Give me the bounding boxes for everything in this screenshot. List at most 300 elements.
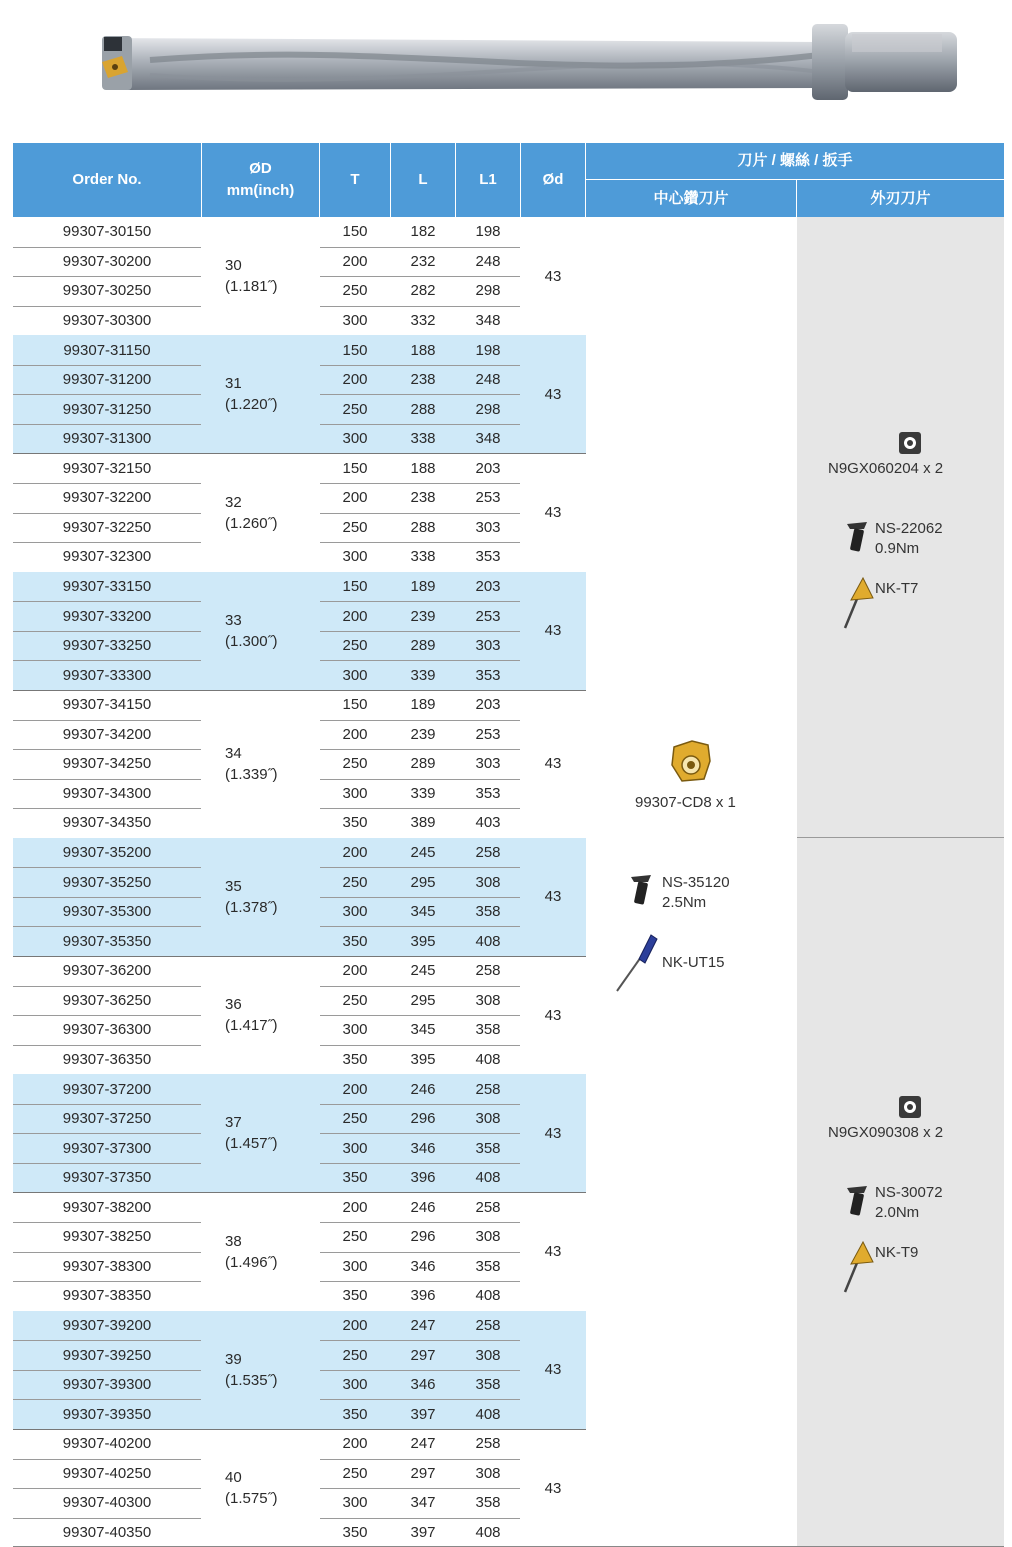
od-cell — [225, 743, 278, 785]
order-no-cell: 99307-39350 — [62, 1405, 152, 1423]
l-cell: 188 — [410, 341, 436, 359]
outer-top-screw-label: NS-22062 — [875, 520, 943, 537]
l-cell: 346 — [410, 1376, 436, 1394]
order-no-cell: 99307-36350 — [62, 1050, 152, 1068]
t-cell: 350 — [342, 1523, 368, 1541]
table-row — [13, 1488, 586, 1518]
table-row — [13, 926, 586, 956]
od-cell — [225, 610, 278, 652]
order-no-cell: 99307-35300 — [62, 903, 152, 921]
l1-cell: 408 — [475, 1523, 501, 1541]
od-mm: 30 — [225, 257, 242, 275]
t-cell: 300 — [342, 1021, 368, 1039]
table-row — [13, 956, 586, 986]
l1-cell: 258 — [475, 1435, 501, 1453]
od-mm: 40 — [225, 1469, 242, 1487]
header-od — [202, 143, 319, 217]
t-cell: 200 — [342, 1316, 368, 1334]
l-cell: 295 — [410, 991, 436, 1009]
l-cell: 297 — [410, 1346, 436, 1364]
d-cell: 43 — [544, 267, 562, 285]
t-cell: 150 — [342, 577, 368, 595]
l-cell: 238 — [410, 489, 436, 507]
table-row — [13, 1429, 586, 1459]
l1-cell: 303 — [475, 755, 501, 773]
outer-bottom-key-label: NK-T9 — [875, 1244, 919, 1261]
l1-cell: 353 — [475, 784, 501, 802]
order-no-cell: 99307-30150 — [62, 223, 152, 241]
od-inch: (1.417˝) — [225, 1017, 278, 1035]
square-insert-icon — [897, 1094, 923, 1120]
l-cell: 345 — [410, 1021, 436, 1039]
od-inch: (1.220˝) — [225, 396, 278, 414]
order-no-cell: 99307-40300 — [62, 1494, 152, 1512]
t-cell: 200 — [342, 844, 368, 862]
l-cell: 247 — [410, 1316, 436, 1334]
table-row — [13, 1222, 586, 1252]
l1-cell: 353 — [475, 548, 501, 566]
table-row — [13, 749, 586, 779]
t-cell: 150 — [342, 341, 368, 359]
d-cell: 43 — [544, 385, 562, 403]
l1-cell: 353 — [475, 666, 501, 684]
table-row — [13, 808, 586, 838]
t-cell: 300 — [342, 1139, 368, 1157]
l-cell: 245 — [410, 962, 436, 980]
order-no-cell: 99307-39200 — [62, 1316, 152, 1334]
l-cell: 189 — [410, 577, 436, 595]
t-cell: 200 — [342, 1435, 368, 1453]
od-inch: (1.457˝) — [225, 1135, 278, 1153]
order-no-cell: 99307-30300 — [62, 311, 152, 329]
l-cell: 339 — [410, 666, 436, 684]
od-cell — [225, 1349, 278, 1391]
d-cell: 43 — [544, 622, 562, 640]
od-inch: (1.181˝) — [225, 278, 278, 296]
order-no-cell: 99307-34300 — [62, 784, 152, 802]
order-no-cell: 99307-31150 — [63, 341, 151, 359]
table-row — [13, 394, 586, 424]
t-cell: 250 — [342, 400, 368, 418]
order-no-cell: 99307-36250 — [62, 991, 152, 1009]
l-cell: 297 — [410, 1464, 436, 1482]
header-center-insert: 中心鑽刀片 — [586, 180, 796, 217]
drill-insert-icon — [668, 739, 714, 785]
outer-bottom-insert-label: N9GX090308 x 2 — [828, 1124, 944, 1141]
table-row — [13, 1252, 586, 1282]
od-mm: 35 — [225, 877, 242, 895]
t-cell: 200 — [342, 489, 368, 507]
t-cell: 200 — [342, 607, 368, 625]
table-row — [13, 1399, 586, 1429]
order-no-cell: 99307-38200 — [62, 1198, 152, 1216]
order-no-cell: 99307-37350 — [62, 1169, 152, 1187]
table-row — [13, 690, 586, 720]
l-cell: 396 — [410, 1287, 436, 1305]
od-cell — [225, 876, 278, 918]
l1-cell: 358 — [475, 1376, 501, 1394]
t-cell: 200 — [342, 252, 368, 270]
l-cell: 295 — [410, 873, 436, 891]
header-od-unit: mm(inch) — [226, 182, 295, 199]
d-cell: 43 — [544, 888, 562, 906]
od-cell — [225, 1467, 278, 1509]
t-cell: 250 — [342, 1346, 368, 1364]
table-row — [13, 424, 586, 454]
l-cell: 346 — [410, 1139, 436, 1157]
t-cell: 300 — [342, 548, 368, 566]
table-row — [13, 867, 586, 897]
order-no-cell: 99307-39250 — [62, 1346, 152, 1364]
order-no-cell: 99307-39300 — [62, 1376, 152, 1394]
od-cell — [225, 492, 278, 534]
table-row — [13, 1045, 586, 1075]
order-no-cell: 99307-34350 — [62, 814, 152, 832]
l-cell: 339 — [410, 784, 436, 802]
header-inserts: 刀片 / 螺絲 / 扳手 — [586, 143, 1004, 179]
table-row — [13, 1015, 586, 1045]
t-cell: 250 — [342, 1110, 368, 1128]
d-cell: 43 — [544, 1361, 562, 1379]
l1-cell: 203 — [475, 577, 501, 595]
order-no-cell: 99307-34150 — [62, 696, 152, 714]
l1-cell: 308 — [475, 1228, 501, 1246]
header-order-no: Order No. — [13, 143, 201, 217]
l-cell: 395 — [410, 932, 436, 950]
l-cell: 247 — [410, 1435, 436, 1453]
l1-cell: 298 — [475, 400, 501, 418]
center-screw-label: NS-35120 — [662, 874, 730, 891]
l1-cell: 408 — [475, 1050, 501, 1068]
outer-top-insert-label: N9GX060204 x 2 — [828, 460, 944, 477]
center-driver-label: NK-UT15 — [662, 954, 725, 971]
t-cell: 250 — [342, 991, 368, 1009]
order-no-cell: 99307-32150 — [62, 459, 152, 477]
table-row — [13, 1370, 586, 1400]
l-cell: 245 — [410, 844, 436, 862]
table-row — [13, 276, 586, 306]
od-cell — [225, 255, 278, 297]
t-cell: 350 — [342, 1050, 368, 1068]
order-no-cell: 99307-36300 — [62, 1021, 152, 1039]
order-no-cell: 99307-32200 — [62, 489, 152, 507]
t-cell: 250 — [342, 518, 368, 536]
l-cell: 347 — [410, 1494, 436, 1512]
order-no-cell: 99307-34200 — [62, 725, 152, 743]
table-row — [13, 483, 586, 513]
l1-cell: 298 — [475, 282, 501, 300]
table-row — [13, 660, 586, 690]
order-no-cell: 99307-38350 — [62, 1287, 152, 1305]
l-cell: 246 — [410, 1198, 436, 1216]
t-cell: 250 — [342, 873, 368, 891]
od-mm: 36 — [225, 996, 242, 1014]
l-cell: 396 — [410, 1169, 436, 1187]
table-row — [13, 247, 586, 277]
order-no-cell: 99307-40250 — [62, 1464, 152, 1482]
outer-top-torque-label: 0.9Nm — [875, 540, 920, 557]
l1-cell: 408 — [475, 932, 501, 950]
center-torque-label: 2.5Nm — [662, 894, 707, 911]
table-row — [13, 1163, 586, 1193]
l-cell: 332 — [410, 311, 436, 329]
order-no-cell: 99307-37250 — [62, 1110, 152, 1128]
table-row — [13, 1133, 586, 1163]
l1-cell: 358 — [475, 1021, 501, 1039]
t-cell: 300 — [342, 430, 368, 448]
l-cell: 345 — [410, 903, 436, 921]
l-cell: 346 — [410, 1257, 436, 1275]
order-no-cell: 99307-36200 — [62, 962, 152, 980]
order-no-cell: 99307-33300 — [62, 666, 152, 684]
t-cell: 150 — [342, 459, 368, 477]
screw-icon — [845, 1184, 871, 1218]
header-l: L — [391, 143, 455, 217]
table-row — [13, 365, 586, 395]
t-cell: 250 — [342, 755, 368, 773]
l-cell: 288 — [410, 400, 436, 418]
t-cell: 300 — [342, 903, 368, 921]
order-no-cell: 99307-31250 — [62, 400, 152, 418]
order-no-cell: 99307-35200 — [62, 844, 152, 862]
table-row — [13, 1281, 586, 1311]
square-insert-icon — [897, 430, 923, 456]
l1-cell: 308 — [475, 1346, 501, 1364]
t-cell: 300 — [342, 666, 368, 684]
t-cell: 250 — [342, 1464, 368, 1482]
order-no-cell: 99307-40350 — [62, 1523, 152, 1541]
table-row — [13, 217, 586, 247]
l1-cell: 358 — [475, 903, 501, 921]
order-no-cell: 99307-31300 — [62, 430, 152, 448]
outer-top-key-label: NK-T7 — [875, 580, 919, 597]
t-cell: 300 — [342, 1494, 368, 1512]
table-row — [13, 779, 586, 809]
outer-bottom-screw-label: NS-30072 — [875, 1184, 943, 1201]
table-row — [13, 306, 586, 336]
torx-key-icon — [839, 574, 875, 630]
d-cell: 43 — [544, 755, 562, 773]
t-cell: 200 — [342, 371, 368, 389]
od-inch: (1.575˝) — [225, 1490, 278, 1508]
order-no-cell: 99307-37200 — [62, 1080, 152, 1098]
l-cell: 338 — [410, 548, 436, 566]
l1-cell: 253 — [475, 489, 501, 507]
order-no-cell: 99307-38250 — [62, 1228, 152, 1246]
l-cell: 246 — [410, 1080, 436, 1098]
l1-cell: 358 — [475, 1139, 501, 1157]
l1-cell: 258 — [475, 844, 501, 862]
table-row — [13, 1340, 586, 1370]
table-row — [13, 572, 586, 602]
table-row — [13, 1311, 586, 1341]
od-inch: (1.300˝) — [225, 632, 278, 650]
d-cell: 43 — [544, 1124, 562, 1142]
table-row — [13, 335, 586, 365]
l1-cell: 308 — [475, 1110, 501, 1128]
l-cell: 296 — [410, 1110, 436, 1128]
order-no-cell: 99307-35350 — [62, 932, 152, 950]
l1-cell: 248 — [475, 252, 501, 270]
l1-cell: 258 — [475, 1198, 501, 1216]
l1-cell: 258 — [475, 962, 501, 980]
t-cell: 250 — [342, 1228, 368, 1246]
l-cell: 338 — [410, 430, 436, 448]
t-cell: 200 — [342, 962, 368, 980]
t-cell: 350 — [342, 932, 368, 950]
l-cell: 289 — [410, 755, 436, 773]
header-outer-insert: 外刃刀片 — [797, 180, 1004, 217]
table-row — [13, 631, 586, 661]
order-no-cell: 99307-35250 — [62, 873, 152, 891]
product-table — [13, 143, 1004, 1547]
l1-cell: 358 — [475, 1257, 501, 1275]
t-cell: 350 — [342, 1405, 368, 1423]
l-cell: 389 — [410, 814, 436, 832]
t-cell: 250 — [342, 282, 368, 300]
order-no-cell: 99307-40200 — [62, 1435, 152, 1453]
od-mm: 33 — [225, 611, 242, 629]
t-cell: 350 — [342, 814, 368, 832]
l1-cell: 408 — [475, 1405, 501, 1423]
l1-cell: 303 — [475, 518, 501, 536]
table-row — [13, 897, 586, 927]
table-row — [13, 542, 586, 572]
od-cell — [225, 1231, 278, 1273]
l1-cell: 408 — [475, 1169, 501, 1187]
table-row — [13, 1104, 586, 1134]
od-cell — [225, 373, 278, 415]
table-row — [13, 720, 586, 750]
t-cell: 250 — [342, 637, 368, 655]
t-cell: 200 — [342, 1080, 368, 1098]
od-mm: 38 — [225, 1232, 242, 1250]
outer-bottom-torque-label: 2.0Nm — [875, 1204, 920, 1221]
t-cell: 200 — [342, 1198, 368, 1216]
table-row — [13, 1192, 586, 1222]
t-cell: 300 — [342, 311, 368, 329]
table-row — [13, 986, 586, 1016]
l1-cell: 408 — [475, 1287, 501, 1305]
t-cell: 150 — [342, 223, 368, 241]
order-no-cell: 99307-30200 — [62, 252, 152, 270]
l-cell: 189 — [410, 696, 436, 714]
od-mm: 32 — [225, 493, 242, 511]
od-inch: (1.535˝) — [225, 1371, 278, 1389]
od-mm: 37 — [225, 1114, 242, 1132]
order-no-cell: 99307-38300 — [62, 1257, 152, 1275]
od-mm: 39 — [225, 1350, 242, 1368]
l-cell: 239 — [410, 607, 436, 625]
l-cell: 238 — [410, 371, 436, 389]
order-no-cell: 99307-34250 — [62, 755, 152, 773]
screw-icon — [845, 520, 871, 554]
table-row — [13, 513, 586, 543]
t-cell: 300 — [342, 1376, 368, 1394]
order-no-cell: 99307-37300 — [62, 1139, 152, 1157]
l-cell: 239 — [410, 725, 436, 743]
l-cell: 182 — [410, 223, 436, 241]
l-cell: 188 — [410, 459, 436, 477]
od-inch: (1.378˝) — [225, 898, 278, 916]
l1-cell: 258 — [475, 1316, 501, 1334]
od-inch: (1.496˝) — [225, 1253, 278, 1271]
order-no-cell: 99307-33250 — [62, 637, 152, 655]
l1-cell: 308 — [475, 991, 501, 1009]
table-row — [13, 838, 586, 868]
table-row — [13, 1459, 586, 1489]
od-mm: 34 — [225, 744, 242, 762]
screwdriver-icon — [611, 931, 661, 995]
l1-cell: 358 — [475, 1494, 501, 1512]
header-d: Ød — [521, 143, 585, 217]
l1-cell: 253 — [475, 725, 501, 743]
t-cell: 200 — [342, 725, 368, 743]
order-no-cell: 99307-33150 — [62, 577, 152, 595]
table-row — [13, 1518, 586, 1547]
l1-cell: 203 — [475, 696, 501, 714]
l1-cell: 248 — [475, 371, 501, 389]
d-cell: 43 — [544, 504, 562, 522]
l1-cell: 348 — [475, 430, 501, 448]
outer-panel-divider — [797, 837, 1004, 838]
l1-cell: 403 — [475, 814, 501, 832]
l1-cell: 308 — [475, 1464, 501, 1482]
l1-cell: 348 — [475, 311, 501, 329]
l1-cell: 203 — [475, 459, 501, 477]
center-insert-label: 99307-CD8 x 1 — [635, 794, 736, 811]
od-inch: (1.260˝) — [225, 514, 278, 532]
order-no-cell: 99307-32300 — [62, 548, 152, 566]
l-cell: 397 — [410, 1523, 436, 1541]
l1-cell: 198 — [475, 341, 501, 359]
l-cell: 288 — [410, 518, 436, 536]
l-cell: 289 — [410, 637, 436, 655]
t-cell: 150 — [342, 696, 368, 714]
d-cell: 43 — [544, 1479, 562, 1497]
od-mm: 31 — [225, 375, 242, 393]
l-cell: 395 — [410, 1050, 436, 1068]
t-cell: 350 — [342, 1169, 368, 1187]
od-inch: (1.339˝) — [225, 765, 278, 783]
torx-key-icon — [839, 1238, 875, 1294]
t-cell: 300 — [342, 1257, 368, 1275]
header-od-label: ØD — [249, 160, 272, 177]
order-no-cell: 99307-30250 — [62, 282, 152, 300]
l1-cell: 303 — [475, 637, 501, 655]
l-cell: 232 — [410, 252, 436, 270]
l-cell: 282 — [410, 282, 436, 300]
order-no-cell: 99307-33200 — [62, 607, 152, 625]
table-row — [13, 1074, 586, 1104]
l-cell: 397 — [410, 1405, 436, 1423]
l1-cell: 253 — [475, 607, 501, 625]
table-row — [13, 601, 586, 631]
table-row — [13, 453, 586, 483]
l1-cell: 308 — [475, 873, 501, 891]
d-cell: 43 — [544, 1006, 562, 1024]
od-cell — [225, 994, 278, 1036]
order-no-cell: 99307-31200 — [62, 371, 152, 389]
order-no-cell: 99307-32250 — [62, 518, 152, 536]
t-cell: 350 — [342, 1287, 368, 1305]
l1-cell: 258 — [475, 1080, 501, 1098]
drill-illustration — [0, 0, 1012, 140]
l-cell: 296 — [410, 1228, 436, 1246]
screw-icon — [629, 873, 655, 907]
outer-insert-panel — [797, 217, 1004, 1547]
d-cell: 43 — [544, 1243, 562, 1261]
